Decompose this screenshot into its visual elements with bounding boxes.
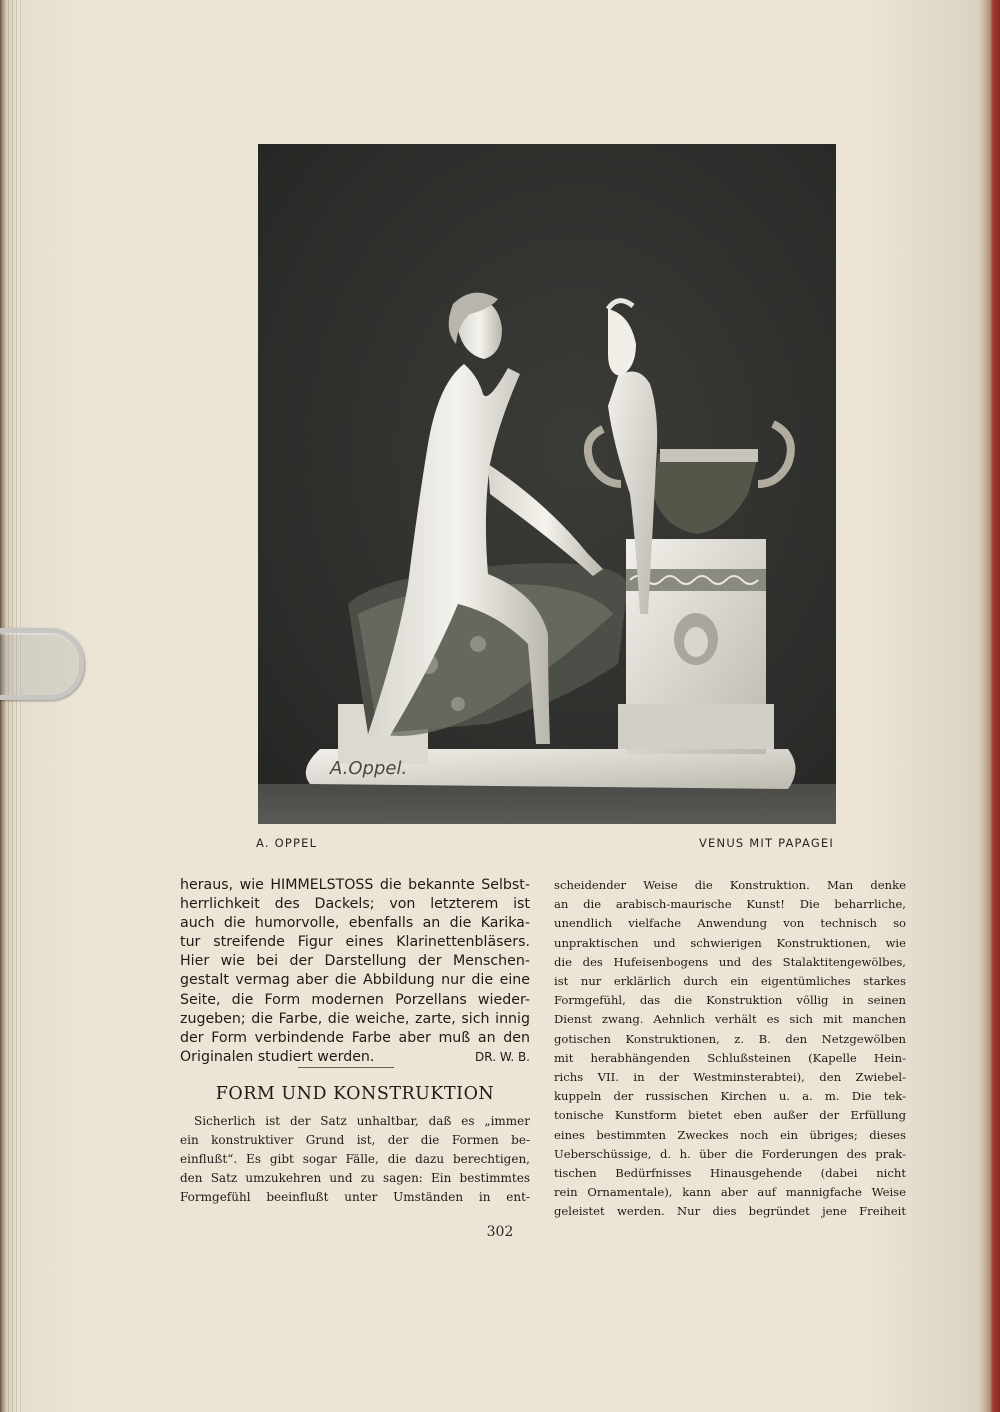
text-line: tur streifende Figur eines Klarinettenbläsers. <box>180 934 530 951</box>
right-column-text <box>554 876 906 1222</box>
text-line: Hier wie bei der Darstellung der Menschen- <box>180 953 530 970</box>
text-line: Formgefühl, das die Konstruktion völlig in seinen <box>554 993 906 1008</box>
text-line: an die arabisch-maurische Kunst! Die beharrliche, <box>554 897 906 912</box>
text-line: gotischen Konstruktionen, z. B. den Netzgewölben <box>554 1031 906 1046</box>
text-line: der Form verbindende Farbe aber muß an den <box>180 1029 530 1046</box>
text-line: unendlich vielfache Anwendung von technisch so <box>554 916 906 931</box>
artist-signature-on-base: A.Oppel. <box>330 758 408 779</box>
paper-clip <box>0 628 84 700</box>
book-cover-edge <box>978 0 1000 1412</box>
caption-title: VENUS MIT PAPAGEI <box>698 836 834 850</box>
text-line: scheidender Weise die Konstruktion. Man denke <box>554 878 906 892</box>
photo-plate-venus-with-parrot <box>258 144 836 824</box>
text-line: Dienst zwang. Aehnlich verhält es sich mit manchen <box>554 1012 906 1027</box>
text-line: einflußt“. Es gibt sogar Fälle, die dazu berechtigen, <box>180 1152 530 1167</box>
author-signature: DR. W. B. <box>475 1049 530 1064</box>
caption-artist: A. OPPEL <box>256 836 318 850</box>
text-line <box>180 1048 530 1067</box>
left-column-text <box>180 876 530 1067</box>
text-line: heraus, wie HIMMELSTOSS die bekannte Selbst- <box>180 877 530 893</box>
text-line: auch die humorvolle, ebenfalls an die Karika- <box>180 915 530 932</box>
page-number: 302 <box>486 1224 514 1240</box>
text-line: Formgefühl beeinflußt unter Umständen in ent- <box>180 1190 530 1205</box>
text-line: den Satz umzukehren und zu sagen: Ein bestimmtes <box>180 1171 530 1186</box>
text-line: kuppeln der russischen Kirchen u. a. m. Die tek- <box>554 1089 906 1104</box>
text-line: unpraktischen und schwierigen Konstruktionen, wie <box>554 935 906 950</box>
text-line-content: Originalen studiert werden. <box>180 1048 375 1065</box>
text-line: gestalt vermag aber die Abbildung nur die eine <box>180 972 530 989</box>
text-line: ein konstruktiver Grund ist, der die Formen be- <box>180 1133 530 1148</box>
text-line: herrlichkeit des Dackels; von letzterem ist <box>180 896 530 913</box>
section-divider <box>298 1067 394 1068</box>
text-line: tischen Bedürfnisses Hinausgehende (dabei nicht <box>554 1166 906 1181</box>
text-line: zugeben; die Farbe, die weiche, zarte, sich innig <box>180 1010 530 1027</box>
text-line: rein Ornamentale), kann aber auf mannigfache Weise <box>554 1185 906 1200</box>
text-line: richs VII. in der Westminsterabtei), den Zwiebel- <box>554 1070 906 1085</box>
text-line: eines bestimmten Zweckes noch ein übriges; dieses <box>554 1127 906 1142</box>
text-line: Seite, die Form modernen Porzellans wieder- <box>180 991 530 1008</box>
text-line: Sicherlich ist der Satz unhaltbar, daß es „immer <box>194 1114 530 1128</box>
text-line: ist nur erklärlich durch ein eigentümliches starkes <box>554 974 906 989</box>
text-line: tonische Kunstform bietet eben außer der Erfüllung <box>554 1108 906 1123</box>
text-line: Ueberschüssige, d. h. über die Forderungen des prak- <box>554 1146 906 1161</box>
section-heading: FORM UND KONSTRUKTION <box>215 1084 495 1104</box>
text-line: mit herabhängenden Schlußsteinen (Kapelle Hein- <box>554 1050 906 1065</box>
section-text <box>180 1112 530 1207</box>
text-line: die des Hufeisenbogens und des Stalaktitengewölbes, <box>554 954 906 969</box>
porcelain-figurine-illustration <box>258 144 836 824</box>
text-line: geleistet werden. Nur dies begründet jene Freiheit <box>554 1204 906 1219</box>
